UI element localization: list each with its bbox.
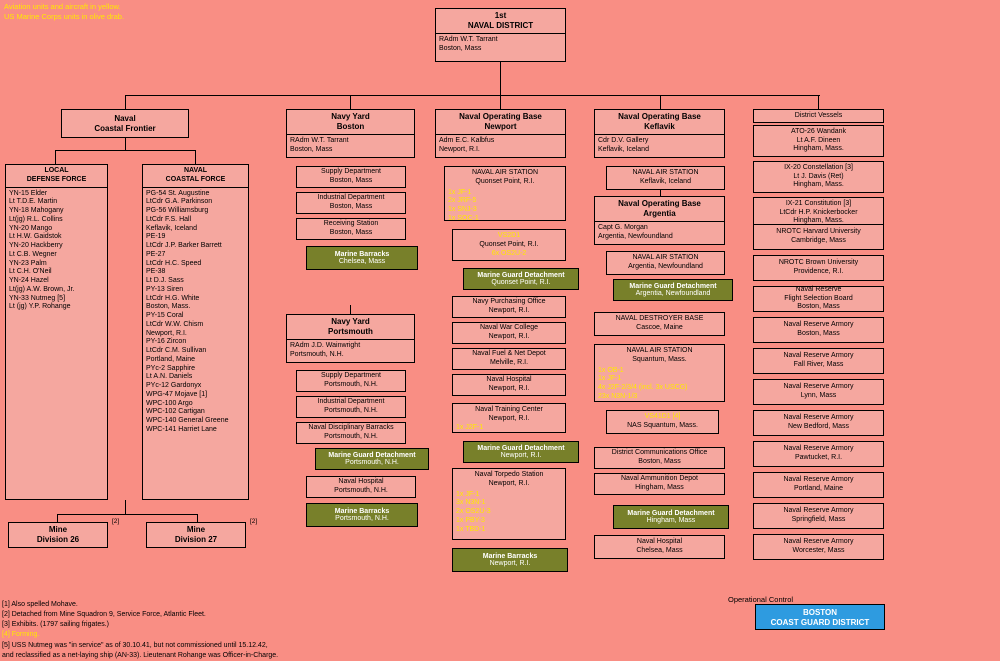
node-nas-quonset-point[interactable] [444,166,566,221]
ldf-unit-entry: YN-24 Hazel [9,277,49,284]
ldf-unit-entry: YN-20 Hackberry [9,242,63,249]
mine27-footnote-ref: [2] [250,518,258,525]
ncforce-title-line2: COASTAL FORCE [165,175,226,183]
ncforce-unit-entry: Portland, Maine [146,355,196,363]
node-title: Industrial Department [317,194,385,202]
nyb-child-2[interactable] [296,192,406,214]
node-commander: Lt A.F. Dineen [796,136,841,144]
nyb-child-3[interactable] [296,218,406,240]
nas-keflavik-location: Keflavik, Iceland [640,178,691,185]
cg-line2: COAST GUARD DISTRICT [770,618,870,627]
node-naval-training-center-newport[interactable] [452,403,566,433]
node-district-vessels-header[interactable] [753,109,884,123]
node-subtitle: Providence, R.I. [793,268,844,275]
legend-line-marine: US Marine Corps units in olive drab. [4,12,125,22]
ncforce-unit-entry: PYc-12 Gardonyx [146,382,202,389]
root-commander: RAdm W.T. Tarrant [439,36,498,43]
connector-cf-mine-down [125,500,126,514]
node-title: NROTC Brown University [778,259,859,267]
ncforce-unit-entry: WPC-102 Cartigan [146,408,205,416]
torpedo-location: Newport, R.I. [488,479,530,487]
torpedo-title: Naval Torpedo Station [474,471,544,478]
ncforce-unit-entry: Boston, Mass. [146,303,191,311]
nyb-commander: RAdm W.T. Tarrant [290,137,349,144]
keflavik-title-line1: Naval Operating Base [618,112,701,121]
node-subtitle: Fall River, Mass [793,361,844,368]
squantum-squadron-entry: 1x JF-1 [598,375,622,383]
newport-title-line1: Naval Operating Base [459,112,542,121]
ncforce-unit-entry: LtCdr W.W. Chism [146,320,204,328]
nyp-title-line2: Portsmouth [328,327,373,336]
reserve-entry-11[interactable] [753,534,884,560]
node-naval-coastal-force[interactable] [142,164,249,500]
destroyer-base-title: NAVAL DESTROYER BASE [615,315,704,323]
ncforce-unit-entry: LtCdr C.M. Sullivan [146,347,207,354]
connector-to-district-vessels [818,95,819,109]
node-navy-yard-boston[interactable] [286,109,415,158]
ncforce-unit-entry: PY-13 Siren [146,285,184,293]
node-commander: Lt J. Davis (Ret) [793,172,844,180]
ncforce-unit-entry: WPG-47 Mojave [1] [146,390,208,398]
mb-portsmouth-location: Portsmouth, N.H. [335,515,389,522]
connector-to-mine27 [197,514,198,522]
mg-newport-location: Newport, R.I. [500,452,542,459]
ldf-unit-entry: Lt(jg) R.L. Collins [9,215,63,223]
node-navy-yard-portsmouth[interactable] [286,314,415,363]
connector-mine-bus [57,514,197,515]
ncforce-unit-entry: PG-56 Williamsburg [146,207,209,214]
node-subtitle: Pawtucket, R.I. [794,454,843,461]
ncforce-unit-entry: PE-27 [146,250,166,258]
nas-quonset-location: Quonset Point, R.I. [475,177,535,185]
node-location: Hingham, Mass. [793,145,844,153]
quonset-squadron-entry: 1x SOC-1 [448,214,479,222]
nyp-title-line1: Navy Yard [331,317,370,326]
footnote-3: [3] Exhibits. (1797 sailing frigates.) [2,621,109,629]
ldf-unit-entry: YN-23 Palm [9,259,47,267]
mg-quonset-title: Marine Guard Detachment [477,272,565,279]
ncforce-unit-entry: LtCdr J.P. Barker Barrett [146,242,222,249]
nas-quonset-title: NAVAL AIR STATION [471,169,539,176]
node-subtitle: Boston, Mass [329,203,373,210]
squantum-squadron-entry: 1x OB-1 [598,366,624,374]
district-vessel-2[interactable] [753,161,884,193]
node-title: Naval Hospital [486,376,532,384]
node-title: Supply Department [321,372,381,380]
node-subtitle: New Bedford, Mass [787,423,850,430]
ldf-unit-list [9,190,104,313]
torpedo-squadrons [456,491,562,535]
connector-to-mine26 [57,514,58,522]
newport-location: Newport, R.I. [439,145,480,153]
node-location: Hingham, Mass. [793,181,844,189]
newport-title-line2: Newport [484,122,517,131]
connector-boston-to-portsmouth [350,305,351,314]
legend-line-aviation: Aviation units and aircraft in yellow. [4,2,121,11]
ldf-title-line1: LOCAL [44,167,69,174]
reserve-entry-3[interactable] [753,286,884,312]
newport-child-4[interactable] [452,374,566,396]
ncforce-unit-entry: Newport, R.I. [146,329,187,337]
reserve-entry-6[interactable] [753,379,884,405]
connector-to-nob-keflavik [660,95,661,109]
node-location: Hingham, Mass. [793,217,844,225]
node-title: Naval Reserve Armory [783,352,854,360]
node-title: District Communications Office [611,449,708,457]
node-subtitle: Springfield, Mass [791,516,846,523]
node-naval-destroyer-base[interactable] [594,312,725,336]
node-subtitle: Cambridge, Mass [791,237,846,244]
quonset-squadron-entry: 2x JRF-5 [448,197,477,205]
torpedo-squadron-entry: 3x N3N-1 [456,499,486,507]
node-marine-barracks-portsmouth[interactable] [306,503,418,527]
ldf-unit-entry: Lt C.B. Wegner [9,250,57,258]
ncforce-unit-entry: Lt D.J. Sass [146,277,184,284]
ldf-unit-entry: Lt T.D.E. Martin [9,198,58,206]
reserve-entry-9[interactable] [753,472,884,498]
connector-to-naval-coastal-force [195,150,196,164]
node-marine-guard-quonset[interactable] [463,268,579,290]
squantum-squadron-entry: 23x N3N-1/3 [598,392,638,400]
node-subtitle: Hingham, Mass [635,484,684,491]
connector-to-navy-yard-boston [350,95,351,109]
node-subtitle: Portsmouth, N.H. [324,381,378,388]
mine27-title-line2: Division 27 [174,535,218,544]
mb-portsmouth-title: Marine Barracks [334,508,390,515]
nyb-child-1[interactable] [296,166,406,188]
ldf-unit-entry: Lt C.H. O'Neil [9,268,52,276]
node-title: ATO-26 Wandank [790,127,847,135]
node-marine-guard-portsmouth[interactable] [315,448,429,470]
mine26-title-line2: Division 26 [36,535,80,544]
node-vs2d1[interactable] [452,229,566,261]
node-subtitle: Newport, R.I. [488,307,530,314]
reserve-entry-4[interactable] [753,317,884,343]
nh-chelsea-title: Naval Hospital [636,538,683,546]
nh-portsmouth-location: Portsmouth, N.H. [334,487,388,494]
ldf-unit-entry: YN-20 Mango [9,224,53,232]
ncforce-unit-entry: Keflavik, Iceland [146,224,197,232]
footnote-2: [2] Detached from Mine Squadron 9, Service Force, Atlantic Fleet. [2,611,206,619]
nyb-title-line2: Boston [336,122,365,131]
root-location: Boston, Mass [439,44,482,52]
node-title: NROTC Harvard University [776,228,861,236]
ntc-newport-location: Newport, R.I. [488,414,530,422]
newport-commander: Adm E.C. Kalbfus [439,137,495,144]
nas-quonset-squadrons [448,189,562,224]
node-title: Naval Ammunition Depot [620,475,699,483]
node-naval-hospital-portsmouth[interactable] [306,476,416,498]
nas-argentia-location: Argentia, Newfoundland [628,263,703,270]
node-title: Naval Reserve Armory [783,538,854,546]
connector-to-local-defense [55,150,56,164]
ncforce-unit-entry: PE-38 [146,268,166,276]
ldf-unit-entry: Lt(jg) A.W. Brown, Jr. [9,285,75,293]
footnote-5a: [5] USS Nutmeg was "in service" as of 30.10.41, but not commissioned until 15.12.42, [2,641,268,649]
footnote-5b: and reclassified as a net-laying ship (AN-33). Lieutenant Rohange was Officer-in-Charge. [2,651,279,659]
node-nas-squantum[interactable] [594,344,725,402]
node-marine-barracks-newport[interactable] [452,548,568,572]
mine26-footnote-ref: [2] [112,518,120,525]
node-subtitle: Newport, R.I. [488,333,530,340]
root-title-line1: 1st [494,11,507,20]
vs41d1-title: VS41D1 [4] [644,413,681,421]
node-marine-barracks-chelsea[interactable] [306,246,418,270]
ldf-unit-entry: Lt (jg) Y.P. Rohange [9,303,71,311]
mg-argentia-location: Argentia, Newfoundland [635,290,711,297]
ncf-title-line2: Coastal Frontier [94,123,156,133]
nyp-child-1[interactable] [296,370,406,392]
node-title: Naval Reserve Armory [783,414,854,422]
torpedo-squadron-entry: 1x JF-1 [456,490,480,498]
vs2d1-aircraft: 6x OS2U-2 [491,249,527,257]
mg-portsmouth-location: Portsmouth, N.H. [345,459,399,466]
ncforce-unit-entry: PG-54 St. Augustine [146,189,210,197]
boston-extra-1[interactable] [594,447,725,469]
node-title: Receiving Station [323,220,379,228]
mg-hingham-title: Marine Guard Detachment [627,510,715,517]
district-vessels-title: District Vessels [794,111,843,119]
node-nas-keflavik[interactable] [606,166,725,190]
nas-squantum-squadrons [598,367,721,402]
node-subtitle: Portsmouth, N.H. [324,407,378,414]
root-title-line2: NAVAL DISTRICT [467,21,534,30]
newport-child-2[interactable] [452,322,566,344]
vs2d1-title: VS2D1 [497,232,521,239]
node-title: Naval Reserve Armory [783,476,854,484]
reserve-entry-8[interactable] [753,441,884,467]
ntc-newport-aircraft: 1x J2F-1 [456,423,484,431]
quonset-squadron-entry: 1x JF-1 [448,188,472,196]
argentia-location: Argentia, Newfoundland [598,232,673,240]
ncforce-unit-entry: LtCdr H.G. White [146,294,200,302]
mb-chelsea-title: Marine Barracks [334,251,390,258]
keflavik-title-line2: Keflavik [644,122,675,131]
nas-argentia-title: NAVAL AIR STATION [632,254,699,262]
destroyer-base-location: Cascoe, Maine [636,324,683,331]
node-title: Naval Reserve Armory [783,507,854,515]
node-marine-guard-argentia[interactable] [613,279,733,301]
connector-cf-down [125,138,126,150]
connector-to-nob-newport [500,95,501,109]
nas-squantum-location: Squantum, Mass. [632,355,687,363]
vs2d1-location: Quonset Point, R.I. [479,240,539,248]
footnotes [2,600,402,661]
node-subtitle: Boston, Mass [329,177,373,184]
node-marine-guard-hingham[interactable] [613,505,729,529]
ncforce-unit-entry: PYc-2 Sapphire [146,364,196,372]
node-naval-coastal-frontier[interactable] [61,109,189,138]
mine27-title-line1: Mine [186,525,206,534]
ncforce-unit-entry: LtCdr H.C. Speed [146,259,202,267]
ncforce-unit-entry: PY-15 Coral [146,312,184,319]
squantum-squadron-entry: 4x J2F-2/3/4 (incl. 3x USCG) [598,384,688,391]
mg-argentia-title: Marine Guard Detachment [629,283,717,290]
mg-newport-title: Marine Guard Detachment [477,445,565,452]
vs41d1-location: NAS Squantum, Mass. [627,422,698,429]
ncforce-unit-entry: LtCdr F.S. Hall [146,215,192,223]
ncforce-unit-entry: WPC-100 Argo [146,399,193,407]
connector-top-bus [125,95,820,96]
mb-newport-title: Marine Barracks [482,553,538,560]
ncforce-unit-list [146,190,245,435]
node-location: Boston, Mass [797,303,840,311]
mg-hingham-location: Hingham, Mass [646,517,696,524]
reserve-entry-5[interactable] [753,348,884,374]
ncforce-unit-entry: PY-16 Zircon [146,338,187,346]
nyp-child-3[interactable] [296,422,406,444]
node-title: Naval Disciplinary Barracks [308,424,394,432]
node-subtitle: Flight Selection Board [784,294,853,302]
ldf-unit-entry: YN-33 Nutmeg [5] [9,294,66,302]
node-subtitle: Worcester, Mass [792,547,845,554]
node-1st-naval-district[interactable] [435,8,566,62]
ldf-title-line2: DEFENSE FORCE [26,175,87,183]
ncforce-unit-entry: WPC-140 General Greene [146,417,229,424]
node-title: Naval War College [479,324,539,332]
node-title: Naval Reserve Armory [783,445,854,453]
footnote-4: [4] Forming. [2,631,40,639]
ncforce-title-line1: NAVAL [183,167,208,174]
mine26-title-line1: Mine [48,525,68,534]
node-boston-coast-guard-district[interactable] [755,604,885,630]
keflavik-commander: Cdr D.V. Gallery [598,137,649,144]
node-title: Naval Reserve Armory [783,383,854,391]
argentia-commander: Capt G. Morgan [598,224,648,231]
ncforce-unit-entry: LtCdr G.A. Parkinson [146,198,213,206]
reserve-entry-1[interactable] [753,224,884,250]
nyp-child-2[interactable] [296,396,406,418]
legend [4,2,124,22]
nyb-title-line1: Navy Yard [331,112,370,121]
torpedo-squadron-entry: 1x PBY-3 [456,516,485,524]
node-title: Naval Reserve Armory [783,321,854,329]
footnote-1: [1] Also spelled Mohave. [2,601,78,608]
node-subtitle: Boston, Mass [638,458,681,465]
newport-child-1[interactable] [452,296,566,318]
node-local-defense-force[interactable] [5,164,108,500]
torpedo-squadron-entry: 1x TBD-1 [456,525,486,533]
node-nob-keflavik[interactable] [594,109,725,158]
ldf-unit-entry: Lt H.W. Gaidstok [9,233,62,241]
node-commander: LtCdr H.P. Knickerbocker [779,208,858,216]
node-vs41d1[interactable] [606,410,719,434]
nyp-commander: RAdm J.D. Wainwright [290,342,361,349]
node-nas-argentia[interactable] [606,251,725,275]
torpedo-squadron-entry: 2x OS2U-3 [456,508,491,515]
mb-newport-location: Newport, R.I. [489,560,531,567]
nyp-location: Portsmouth, N.H. [290,350,344,358]
mg-portsmouth-title: Marine Guard Detachment [328,452,416,459]
node-mine-division-27[interactable] [146,522,246,548]
ncforce-unit-entry: Lt A.N. Daniels [146,373,193,381]
node-title: Industrial Department [317,398,385,406]
boston-extra-2[interactable] [594,473,725,495]
connector-to-coastal-frontier [125,95,126,109]
nas-keflavik-title: NAVAL AIR STATION [632,169,699,177]
reserve-entry-2[interactable] [753,255,884,281]
argentia-title-line1: Naval Operating Base [618,199,701,208]
node-naval-torpedo-station[interactable] [452,468,566,540]
argentia-title-line2: Argentia [643,209,676,218]
ntc-newport-title: Naval Training Center [475,406,543,413]
reserve-entry-10[interactable] [753,503,884,529]
district-vessel-1[interactable] [753,125,884,157]
ncforce-unit-entry: PE-19 [146,233,166,241]
connector-root-down [500,62,501,95]
ldf-unit-entry: YN-18 Mahogany [9,207,64,214]
cg-line1: BOSTON [802,608,838,617]
node-subtitle: Lynn, Mass [800,392,837,399]
node-title: Supply Department [321,168,381,176]
node-subtitle: Newport, R.I. [488,385,530,392]
connector-cf-bus [55,150,195,151]
node-subtitle: Melville, R.I. [489,359,529,366]
ncforce-unit-entry: WPC-141 Harriet Lane [146,425,217,433]
node-naval-hospital-chelsea[interactable] [594,535,725,559]
mg-quonset-location: Quonset Point, R.I. [491,279,551,286]
node-nob-newport[interactable] [435,109,566,158]
node-title: IX-20 Constellation [3] [784,163,853,171]
node-nob-argentia[interactable] [594,196,725,245]
node-mine-division-26[interactable] [8,522,108,548]
nh-portsmouth-title: Naval Hospital [338,478,384,486]
reserve-entry-7[interactable] [753,410,884,436]
node-subtitle: Portland, Maine [793,485,844,492]
node-title: IX-21 Constitution [3] [785,199,852,207]
keflavik-location: Keflavik, Iceland [598,145,649,153]
node-subtitle: Portsmouth, N.H. [324,433,378,440]
quonset-squadron-entry: 1x SNJ-3 [448,206,477,213]
mb-chelsea-location: Chelsea, Mass [338,258,386,265]
node-title: Navy Purchasing Office [472,298,546,306]
ldf-unit-entry: YN-15 Elder [9,189,48,197]
operational-control-label: Operational Control [728,595,794,604]
node-marine-guard-newport[interactable] [463,441,579,463]
nyb-location: Boston, Mass [290,145,333,153]
newport-child-3[interactable] [452,348,566,370]
nh-chelsea-location: Chelsea, Mass [636,547,683,554]
node-subtitle: Boston, Mass [797,330,840,337]
nas-squantum-title: NAVAL AIR STATION [626,347,693,354]
node-subtitle: Boston, Mass [329,229,373,236]
node-title: Naval Reserve [795,285,842,293]
ncf-title-line1: Naval [114,113,136,123]
node-title: Naval Fuel & Net Depot [472,350,546,358]
